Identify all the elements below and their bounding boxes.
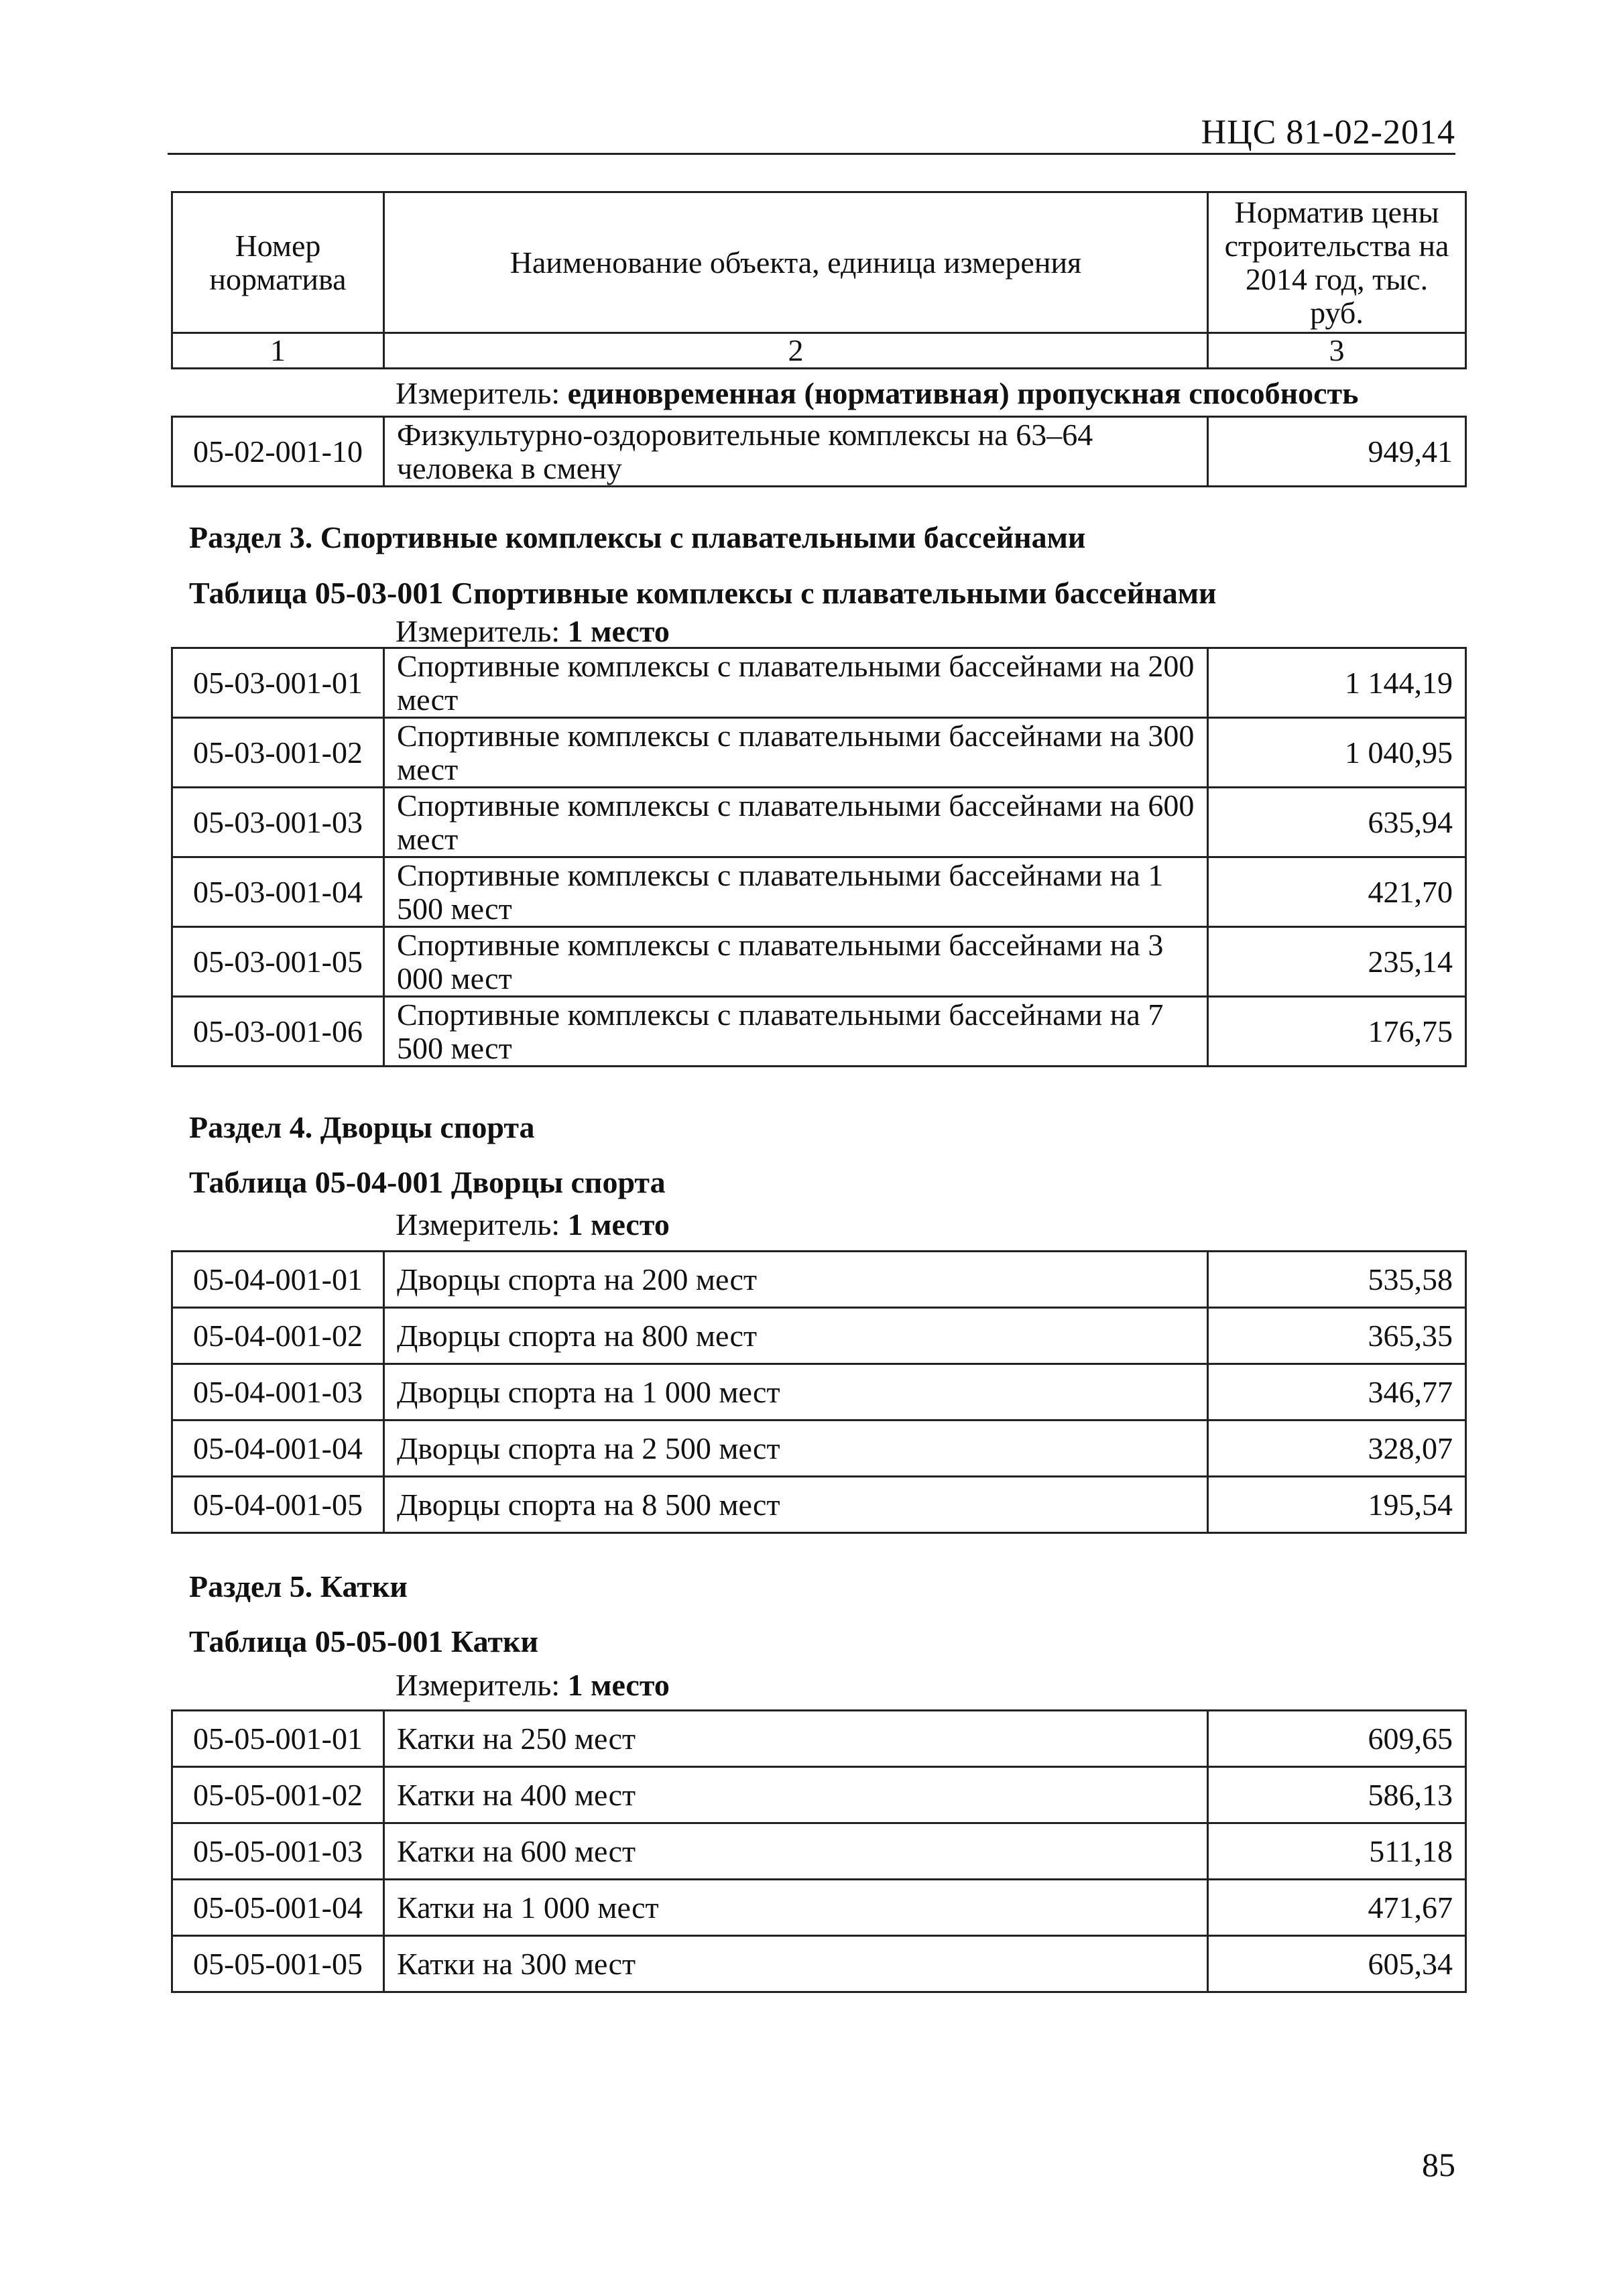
row-code: 05-05-001-03	[172, 1823, 384, 1880]
row-name: Дворцы спорта на 800 мест	[384, 1308, 1208, 1364]
measure-label: Измеритель:	[396, 376, 560, 410]
measure-line-top	[396, 375, 1358, 411]
row-code: 05-04-001-05	[172, 1477, 384, 1533]
row-value: 365,35	[1208, 1308, 1466, 1364]
measure-line-section-4	[396, 1207, 670, 1242]
row-name: Катки на 1 000 мест	[384, 1880, 1208, 1936]
table-row	[172, 1711, 1466, 1767]
table-row	[172, 1823, 1466, 1880]
row-value: 949,41	[1208, 417, 1466, 487]
row-name: Дворцы спорта на 1 000 мест	[384, 1364, 1208, 1421]
measure-label: Измеритель:	[396, 1668, 560, 1702]
row-code: 05-03-001-05	[172, 927, 384, 997]
table-05-04-001-title: Таблица 05-04-001 Дворцы спорта	[189, 1165, 666, 1199]
measure-label: Измеритель:	[396, 614, 560, 648]
table-row	[172, 1252, 1466, 1308]
column-header-price: Норматив цены строительства на 2014 год, тыс. руб.	[1208, 192, 1466, 333]
measure-value: 1 место	[567, 1668, 670, 1702]
section-5-title: Раздел 5. Катки	[189, 1569, 408, 1604]
row-value: 176,75	[1208, 997, 1466, 1067]
table-row	[172, 718, 1466, 788]
table-05-03-001-title: Таблица 05-03-001 Спортивные комплексы с плавательными бассейнами	[189, 576, 1217, 610]
measure-label: Измеритель:	[396, 1207, 560, 1242]
row-code: 05-05-001-05	[172, 1936, 384, 1992]
row-code: 05-05-001-02	[172, 1767, 384, 1823]
table-row	[172, 1421, 1466, 1477]
row-value: 609,65	[1208, 1711, 1466, 1767]
row-name: Физкультурно-оздоровительные комплексы на 63–64 человека в смену	[384, 417, 1208, 487]
table-05-05-001	[171, 1709, 1467, 1993]
row-code: 05-05-001-04	[172, 1880, 384, 1936]
row-name: Спортивные комплексы с плавательными бассейнами на 7 500 мест	[384, 997, 1208, 1067]
row-value: 586,13	[1208, 1767, 1466, 1823]
measure-value: единовременная (нормативная) пропускная способность	[567, 376, 1359, 410]
row-value: 1 040,95	[1208, 718, 1466, 788]
column-number-3: 3	[1208, 333, 1466, 369]
row-name: Катки на 300 мест	[384, 1936, 1208, 1992]
table-row	[172, 997, 1466, 1067]
row-name: Катки на 600 мест	[384, 1823, 1208, 1880]
column-header-number: Номер норматива	[172, 192, 384, 333]
page-number: 85	[1422, 2146, 1455, 2183]
row-value: 511,18	[1208, 1823, 1466, 1880]
row-name: Спортивные комплексы с плавательными бассейнами на 3 000 мест	[384, 927, 1208, 997]
row-name: Спортивные комплексы с плавательными бассейнами на 1 500 мест	[384, 857, 1208, 927]
table-row	[172, 648, 1466, 718]
row-name: Дворцы спорта на 8 500 мест	[384, 1477, 1208, 1533]
row-value: 346,77	[1208, 1364, 1466, 1421]
row-name: Катки на 400 мест	[384, 1767, 1208, 1823]
row-code: 05-04-001-03	[172, 1364, 384, 1421]
row-code: 05-05-001-01	[172, 1711, 384, 1767]
document-code: НЦС 81-02-2014	[1201, 113, 1455, 152]
row-value: 195,54	[1208, 1477, 1466, 1533]
row-name: Дворцы спорта на 2 500 мест	[384, 1421, 1208, 1477]
table-05-02-001	[171, 416, 1467, 487]
row-code: 05-03-001-01	[172, 648, 384, 718]
row-code: 05-03-001-04	[172, 857, 384, 927]
table-row	[172, 788, 1466, 857]
table-row	[172, 1880, 1466, 1936]
table-row	[172, 1364, 1466, 1421]
row-name: Спортивные комплексы с плавательными бассейнами на 600 мест	[384, 788, 1208, 857]
row-value: 605,34	[1208, 1936, 1466, 1992]
header-table	[171, 191, 1467, 369]
row-value: 635,94	[1208, 788, 1466, 857]
column-number-1: 1	[172, 333, 384, 369]
row-code: 05-04-001-01	[172, 1252, 384, 1308]
row-value: 535,58	[1208, 1252, 1466, 1308]
row-code: 05-02-001-10	[172, 417, 384, 487]
table-row	[172, 1936, 1466, 1992]
row-code: 05-03-001-03	[172, 788, 384, 857]
row-value: 471,67	[1208, 1880, 1466, 1936]
row-value: 421,70	[1208, 857, 1466, 927]
table-row	[172, 1477, 1466, 1533]
row-code: 05-03-001-06	[172, 997, 384, 1067]
header-rule	[168, 153, 1455, 155]
row-code: 05-04-001-02	[172, 1308, 384, 1364]
row-code: 05-04-001-04	[172, 1421, 384, 1477]
row-name: Дворцы спорта на 200 мест	[384, 1252, 1208, 1308]
table-row	[172, 1767, 1466, 1823]
column-header-name: Наименование объекта, единица измерения	[384, 192, 1208, 333]
row-name: Спортивные комплексы с плавательными бассейнами на 300 мест	[384, 718, 1208, 788]
table-05-04-001	[171, 1250, 1467, 1534]
table-row	[172, 857, 1466, 927]
table-row	[172, 927, 1466, 997]
table-05-05-001-title: Таблица 05-05-001 Катки	[189, 1624, 539, 1658]
row-value: 235,14	[1208, 927, 1466, 997]
table-row	[172, 1308, 1466, 1364]
row-name: Катки на 250 мест	[384, 1711, 1208, 1767]
measure-line-section-3	[396, 613, 670, 649]
column-number-2: 2	[384, 333, 1208, 369]
table-row	[172, 417, 1466, 487]
row-code: 05-03-001-02	[172, 718, 384, 788]
measure-value: 1 место	[567, 614, 670, 648]
section-3-title: Раздел 3. Спортивные комплексы с плавательными бассейнами	[189, 520, 1086, 554]
section-4-title: Раздел 4. Дворцы спорта	[189, 1110, 535, 1144]
row-name: Спортивные комплексы с плавательными бассейнами на 200 мест	[384, 648, 1208, 718]
row-value: 1 144,19	[1208, 648, 1466, 718]
row-value: 328,07	[1208, 1421, 1466, 1477]
measure-line-section-5	[396, 1667, 670, 1703]
measure-value: 1 место	[567, 1207, 670, 1242]
table-05-03-001	[171, 647, 1467, 1067]
